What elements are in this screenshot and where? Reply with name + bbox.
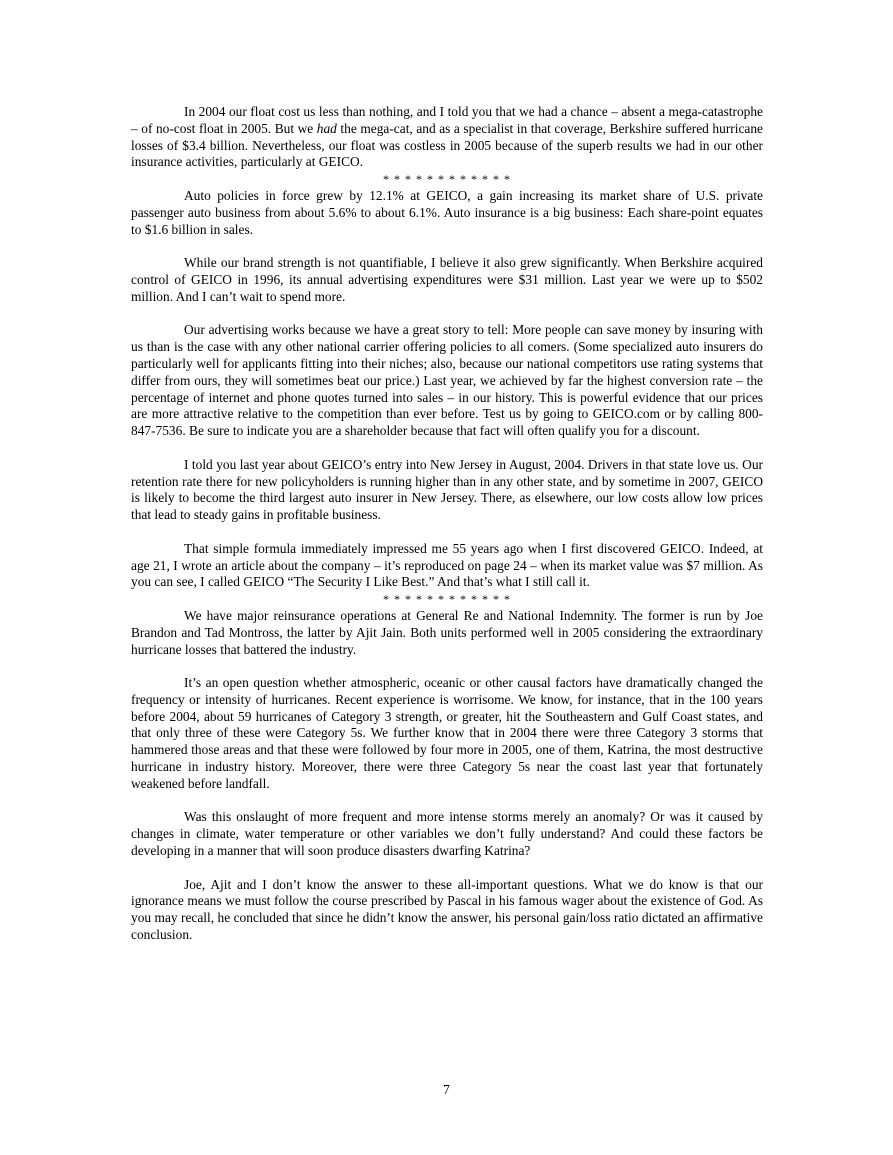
paragraph-float-cost <box>131 104 763 171</box>
paragraph-pascal-wager: Joe, Ajit and I don’t know the answer to these all-important questions. What we do know is that our ignorance means we must follow the course prescribed by Pascal in his famous wager about the existence of God. As you may recall, he concluded that since he didn’t know the answer, his personal gain/loss ratio dictated an affirmative conclusion. <box>131 876 763 943</box>
paragraph-text: In 2004 our float cost us less than nothing, and I told you that we had a chance – absent a mega-catastrophe – of no-cost float in 2005. But we <box>131 104 763 136</box>
page-number: 7 <box>443 1082 450 1097</box>
section-separator: * * * * * * * * * * * * <box>383 592 511 607</box>
paragraph-advertising: Our advertising works because we have a great story to tell: More people can save money by insuring with us than is the case with any other national carrier offering policies to all comers. (Some specialized auto insurers do particularly well for applicants fitting into their niches; also, because our national competitors use rating systems that differ from ours, they will sometimes beat our price.) Last year, we achieved by far the highest conversion rate – the percentage of internet and phone quotes turned into sales – in our history. This is powerful evidence that our prices are more attractive relative to the competition than ever before. Test us by going to GEICO.com or by calling 800-847-7536. Be sure to indicate you are a shareholder because that fact will often qualify you for a discount. <box>131 322 763 439</box>
paragraph-text: the mega-cat, and as a specialist in that coverage, Berkshire suffered hurricane losses of $3.4 billion. Nevertheless, our float was costless in 2005 because of the superb results we had in our other insurance activities, particularly at GEICO. <box>131 120 763 170</box>
paragraph-new-jersey: I told you last year about GEICO’s entry into New Jersey in August, 2004. Drivers in that state love us. Our retention rate there for new policyholders is running higher than in any other state, and by sometime in 2007, GEICO is likely to become the third largest auto insurer in New Jersey. There, as elsewhere, our low costs allow low prices that lead to steady gains in profitable business. <box>131 456 763 523</box>
section-separator: * * * * * * * * * * * * <box>383 172 511 187</box>
document-body <box>131 104 763 961</box>
paragraph-hurricane-question: It’s an open question whether atmospheric, oceanic or other causal factors have dramatically changed the frequency or intensity of hurricanes. Recent experience is worrisome. We know, for instance, that in the 100 years before 2004, about 59 hurricanes of Category 3 strength, or greater, hit the Southeastern and Gulf Coast states, and that only three of these were Category 5s. We further know that in 2004 there were three Category 3 storms that hammered those areas and that these were followed by four more in 2005, one of them, Katrina, the most destructive hurricane in industry history. Moreover, there were three Category 5s near the coast last year that fortunately weakened before landfall. <box>131 675 763 791</box>
paragraph-simple-formula: That simple formula immediately impressed me 55 years ago when I first discovered GEICO. Indeed, at age 21, I wrote an article about the company – it’s reproduced on page 24 – when its market value was $7 million. As you can see, I called GEICO “The Security I Like Best.” And that’s what I still call it. <box>131 540 763 590</box>
paragraph-brand-strength: While our brand strength is not quantifiable, I believe it also grew significantly. When Berkshire acquired control of GEICO in 1996, its annual advertising expenditures were $31 million. Last year we were up to $502 million. And I can’t wait to spend more. <box>131 255 763 304</box>
paragraph-anomaly: Was this onslaught of more frequent and more intense storms merely an anomaly? Or was it caused by changes in climate, water temperature or other variables we don’t fully understand? And could these factors be developing in a manner that will soon produce disasters dwarfing Katrina? <box>131 809 763 859</box>
emphasis-had: had <box>316 120 337 136</box>
paragraph-reinsurance: We have major reinsurance operations at General Re and National Indemnity. The former is run by Joe Brandon and Tad Montross, the latter by Ajit Jain. Both units performed well in 2005 considering the extraordinary hurricane losses that battered the industry. <box>131 607 763 657</box>
paragraph-auto-policies: Auto policies in force grew by 12.1% at GEICO, a gain increasing its market share of U.S. private passenger auto business from about 5.6% to about 6.1%. Auto insurance is a big business: Each share-point equates to $1.6 billion in sales. <box>131 187 763 237</box>
